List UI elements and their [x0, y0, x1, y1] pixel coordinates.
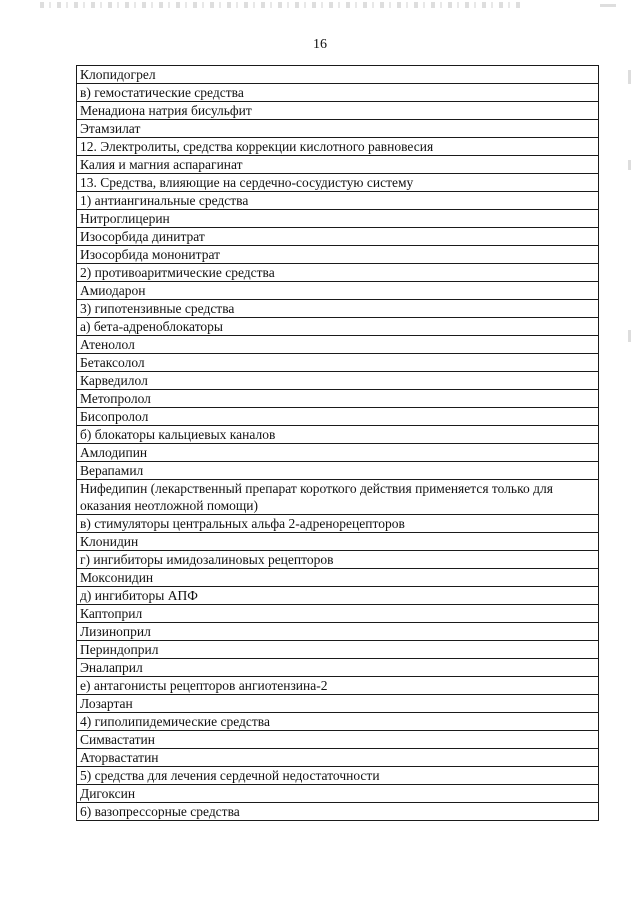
table-row	[77, 551, 599, 569]
table-cell: Карведилол	[77, 372, 599, 390]
table-cell: Аторвастатин	[77, 749, 599, 767]
table-cell: Менадиона натрия бисульфит	[77, 102, 599, 120]
table-cell: Клопидогрел	[77, 66, 599, 84]
scan-header-artifact	[40, 2, 520, 8]
table-cell: Этамзилат	[77, 120, 599, 138]
table-row	[77, 749, 599, 767]
table-cell: Калия и магния аспарагинат	[77, 156, 599, 174]
table-cell: 2) противоаритмические средства	[77, 264, 599, 282]
table-cell: Верапамил	[77, 462, 599, 480]
table-cell: 13. Средства, влияющие на сердечно-сосудистую систему	[77, 174, 599, 192]
table-row	[77, 228, 599, 246]
table-row	[77, 84, 599, 102]
page-number: 16	[313, 37, 327, 52]
table-cell: в) стимуляторы центральных альфа 2-адренорецепторов	[77, 515, 599, 533]
table-row	[77, 587, 599, 605]
scan-header-artifact	[600, 4, 616, 7]
table-row	[77, 210, 599, 228]
table-cell: Метопролол	[77, 390, 599, 408]
table-row	[77, 102, 599, 120]
table-cell: в) гемостатические средства	[77, 84, 599, 102]
table-cell: Изосорбида динитрат	[77, 228, 599, 246]
table-row	[77, 66, 599, 84]
table-row	[77, 282, 599, 300]
table-row	[77, 785, 599, 803]
scan-margin-artifact	[628, 70, 631, 84]
table-row	[77, 623, 599, 641]
scan-margin-artifact	[628, 160, 631, 170]
table-row	[77, 659, 599, 677]
table-cell: б) блокаторы кальциевых каналов	[77, 426, 599, 444]
table-row	[77, 605, 599, 623]
table-row	[77, 390, 599, 408]
table-row	[77, 731, 599, 749]
table-row	[77, 569, 599, 587]
table-row	[77, 156, 599, 174]
table-row	[77, 120, 599, 138]
table-cell: 3) гипотензивные средства	[77, 300, 599, 318]
table-row	[77, 408, 599, 426]
table-cell: г) ингибиторы имидозалиновых рецепторов	[77, 551, 599, 569]
table-row	[77, 444, 599, 462]
table-row	[77, 713, 599, 731]
table-row	[77, 533, 599, 551]
table-cell: Бисопролол	[77, 408, 599, 426]
table-cell: Клонидин	[77, 533, 599, 551]
table-cell: 4) гиполипидемические средства	[77, 713, 599, 731]
table-row	[77, 426, 599, 444]
table-row	[77, 192, 599, 210]
table-cell: Симвастатин	[77, 731, 599, 749]
table-cell: е) антагонисты рецепторов ангиотензина-2	[77, 677, 599, 695]
table-cell: Нифедипин (лекарственный препарат короткого действия применяется только для оказания неотложной помощи)	[77, 480, 599, 515]
table-cell: Дигоксин	[77, 785, 599, 803]
table-cell: Лозартан	[77, 695, 599, 713]
table-row	[77, 354, 599, 372]
table-row	[77, 515, 599, 533]
table-cell: Амиодарон	[77, 282, 599, 300]
table-row	[77, 767, 599, 785]
table-cell: Бетаксолол	[77, 354, 599, 372]
table-cell: а) бета-адреноблокаторы	[77, 318, 599, 336]
table-cell: Периндоприл	[77, 641, 599, 659]
table-row	[77, 138, 599, 156]
table-row	[77, 372, 599, 390]
table-cell: Моксонидин	[77, 569, 599, 587]
table-cell: 5) средства для лечения сердечной недостаточности	[77, 767, 599, 785]
table-row	[77, 641, 599, 659]
table-row	[77, 462, 599, 480]
table-cell: 6) вазопрессорные средства	[77, 803, 599, 821]
table-cell: д) ингибиторы АПФ	[77, 587, 599, 605]
drug-list-table	[76, 65, 599, 821]
table-cell: Атенолол	[77, 336, 599, 354]
table-row	[77, 677, 599, 695]
table-row	[77, 174, 599, 192]
table-cell: Амлодипин	[77, 444, 599, 462]
table-cell: Нитроглицерин	[77, 210, 599, 228]
table-cell: 1) антиангинальные средства	[77, 192, 599, 210]
table-cell: Лизиноприл	[77, 623, 599, 641]
table-cell: Каптоприл	[77, 605, 599, 623]
table-row	[77, 480, 599, 515]
table-row	[77, 803, 599, 821]
table-row	[77, 300, 599, 318]
table-cell: Эналаприл	[77, 659, 599, 677]
table-cell: 12. Электролиты, средства коррекции кислотного равновесия	[77, 138, 599, 156]
table-cell: Изосорбида мононитрат	[77, 246, 599, 264]
table-row	[77, 318, 599, 336]
table-row	[77, 264, 599, 282]
scan-margin-artifact	[628, 330, 631, 342]
table-row	[77, 336, 599, 354]
table-row	[77, 246, 599, 264]
table-row	[77, 695, 599, 713]
